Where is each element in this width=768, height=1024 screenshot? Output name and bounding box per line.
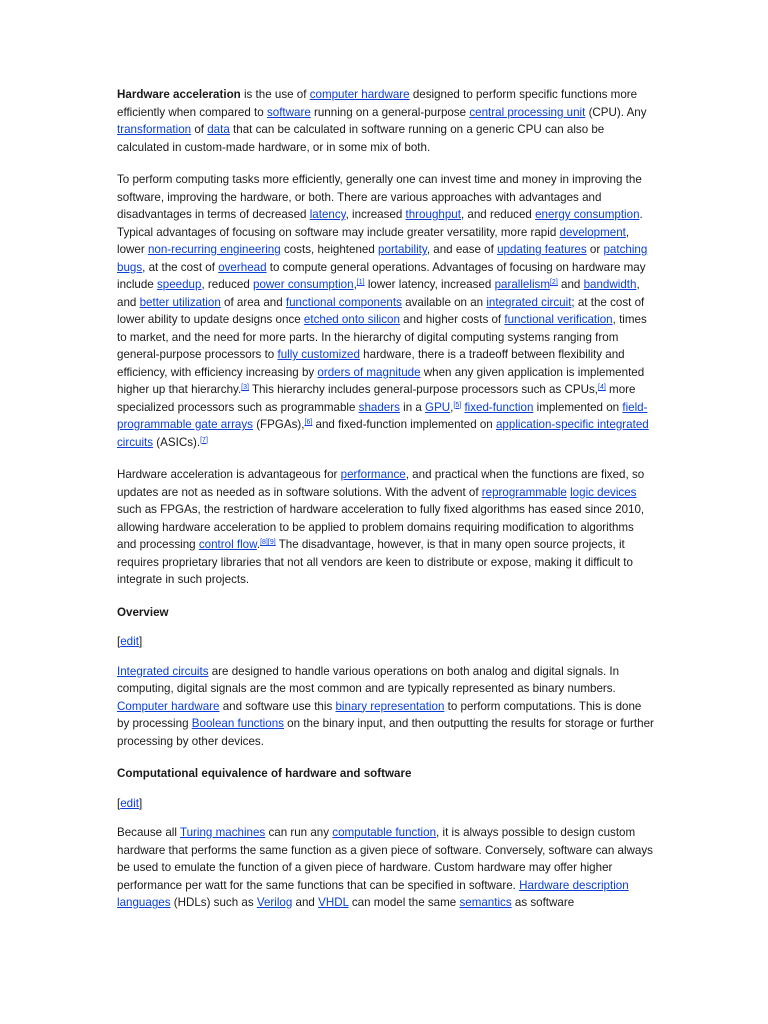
wiki-link[interactable]: integrated circuit — [486, 295, 572, 309]
text-run: running on a general-purpose — [310, 105, 470, 119]
text-run: , reduced — [201, 278, 254, 291]
citation-reference — [598, 384, 606, 391]
wiki-link[interactable]: reprogrammable — [481, 485, 567, 499]
wiki-link[interactable]: binary representation — [335, 699, 445, 713]
text-run: To perform computing tasks more efficiently, generally one can invest time and money in improving the software, improving the hardware, or both. There are various approaches with advantages and disadvantages in terms of decreased — [117, 173, 642, 221]
citation-link[interactable]: [1] — [356, 279, 365, 286]
text-run: and — [557, 278, 584, 291]
text-run: costs, heightened — [280, 243, 379, 256]
text-run: such as FPGAs, the restriction of hardware acceleration to fully fixed algorithms has eased since 2010, allowing hardware acceleration to be applied to problem domains requiring modification to algorithms and processing — [117, 503, 645, 551]
overview-paragraph — [117, 663, 656, 751]
text-run: can run any — [265, 826, 333, 839]
wiki-link[interactable]: functional verification — [504, 313, 613, 326]
text-run: ; at the cost of lower ability to update designs once — [117, 295, 645, 326]
wiki-link[interactable]: control flow — [198, 538, 257, 551]
text-run: to perform computations. This is done by processing — [117, 699, 642, 730]
citation-link[interactable]: [8] — [260, 539, 268, 546]
citation-reference — [357, 279, 365, 286]
text-run: of — [191, 123, 208, 136]
text-run: (CPU). Any — [585, 105, 647, 119]
wiki-link[interactable]: patching — [603, 243, 648, 256]
wiki-link[interactable]: application-specific integrated circuits — [117, 418, 649, 449]
text-run: to compute general operations. Advantages of focusing on hardware may include — [117, 260, 646, 291]
wiki-link[interactable]: edit — [120, 635, 139, 648]
text-run: and higher costs of — [399, 313, 505, 326]
wiki-link[interactable]: etched onto silicon — [303, 313, 400, 326]
wiki-link[interactable]: Hardware description languages — [117, 878, 629, 909]
wiki-link[interactable]: shaders — [358, 400, 400, 414]
text-run: and fixed-function implemented on — [312, 418, 496, 431]
citation-link[interactable]: [4] — [598, 384, 606, 391]
text-run: hardware, there is a tradeoff between flexibility and efficiency, with efficiency increasing by — [117, 348, 625, 379]
wiki-link[interactable]: functional components — [285, 295, 402, 309]
text-run: (ASICs). — [153, 435, 201, 449]
wiki-link[interactable]: overhead — [218, 260, 267, 274]
wiki-link[interactable]: logic devices — [570, 485, 637, 499]
wiki-link[interactable]: power consumption — [253, 278, 354, 291]
text-run: (HDLs) such as — [170, 896, 257, 909]
text-run: implemented on — [533, 400, 623, 414]
wiki-link[interactable]: computable function — [332, 826, 437, 839]
citation-link[interactable]: [5] — [453, 401, 462, 409]
text-run: in a — [399, 400, 426, 414]
section-edit-computational-equivalence — [117, 795, 656, 813]
text-run: or — [586, 243, 604, 256]
wiki-link[interactable]: semantics — [459, 896, 512, 909]
wiki-link[interactable]: software — [266, 105, 311, 119]
wiki-link[interactable]: Computer hardware — [117, 699, 220, 713]
text-run: Because all — [117, 826, 180, 839]
text-run: when any given application is implemented higher up that hierarchy. — [117, 365, 645, 396]
text-run: is the use of — [240, 88, 310, 101]
wiki-link[interactable]: latency — [309, 208, 346, 221]
text-run: , — [450, 400, 454, 414]
citation-link[interactable]: [6] — [304, 419, 313, 426]
approaches-paragraph — [117, 171, 656, 451]
wiki-link[interactable]: non-recurring engineering — [147, 243, 281, 256]
text-run: are designed to handle various operations on both analog and digital signals. In computing, digital signals are the most common and are typically represented as binary numbers. — [117, 664, 620, 695]
advantages-paragraph — [117, 466, 656, 589]
wiki-link[interactable]: performance — [340, 468, 406, 481]
text-run: , at the cost of — [142, 260, 219, 274]
wiki-link[interactable]: bandwidth — [583, 278, 637, 291]
text-run: can model the same — [348, 896, 460, 909]
wiki-link[interactable]: fixed-function — [464, 400, 534, 414]
citation-reference — [268, 539, 276, 546]
citation-link[interactable]: [7] — [200, 436, 208, 444]
wiki-link[interactable]: parallelism — [494, 278, 550, 291]
text-run: , and ease of — [426, 243, 498, 256]
text-run: Hardware acceleration is advantageous for — [117, 468, 341, 481]
wiki-link[interactable]: transformation — [117, 123, 192, 136]
text-run: (FPGAs), — [252, 418, 305, 431]
text-run: and — [292, 896, 319, 909]
text-run: designed to perform specific functions more efficiently when compared to — [117, 88, 638, 119]
citation-link[interactable]: [3] — [241, 384, 249, 391]
citation-reference — [200, 437, 208, 444]
wiki-link[interactable]: GPU — [425, 400, 451, 414]
text-run: [ — [117, 796, 121, 810]
text-run: on the binary input, and then outputting the results for storage or further processing by other devices. — [117, 717, 654, 748]
wiki-link[interactable]: speedup — [156, 278, 202, 291]
text-run: ] — [138, 635, 143, 648]
wiki-link[interactable]: development — [559, 225, 626, 239]
text-run: . Typical advantages of focusing on software may include greater versatility, more rapid — [117, 208, 643, 239]
text-run: . — [256, 538, 261, 551]
text-run: The disadvantage, however, is that in many open source projects, it requires proprietary libraries that not all vendors are keen to distribute or expose, making it difficult to integrate in such projects. — [117, 538, 633, 586]
wiki-link[interactable]: fully customized — [277, 348, 360, 361]
section-heading-overview: Overview — [117, 605, 169, 619]
citation-reference — [550, 279, 558, 286]
text-run: , lower — [117, 225, 630, 256]
wiki-link[interactable]: bugs — [117, 260, 143, 274]
section-heading-computational-equivalence: Computational equivalence of hardware and software — [117, 767, 412, 780]
text-run: , increased — [345, 208, 406, 221]
text-run: available on an — [401, 295, 487, 309]
text-run: more specialized processors such as programmable — [117, 383, 636, 414]
wiki-link[interactable]: edit — [120, 796, 139, 810]
text-run: , — [353, 278, 357, 291]
text-run: , and reduced — [460, 208, 536, 221]
bold-term: Hardware acceleration — [117, 88, 241, 101]
text-run: lower latency, increased — [364, 278, 495, 291]
citation-reference — [241, 384, 249, 391]
wiki-link[interactable]: VHDL — [318, 896, 349, 909]
text-run: , times to market, and the need for more parts. In the hierarchy of digital computing systems ranging from general-purpose processors to — [117, 313, 647, 361]
wiki-link[interactable]: Integrated circuits — [117, 664, 209, 678]
wiki-link[interactable]: Turing machines — [179, 826, 266, 839]
wiki-link[interactable]: portability — [378, 243, 427, 256]
wiki-link[interactable]: field-programmable gate arrays — [117, 400, 648, 431]
citation-link[interactable]: [9] — [267, 539, 276, 546]
text-run: of area and — [220, 295, 286, 309]
wiki-link[interactable]: energy consumption — [535, 208, 640, 221]
text-run: This hierarchy includes general-purpose processors such as CPUs, — [248, 383, 599, 396]
wiki-link[interactable]: Verilog — [256, 896, 293, 909]
text-run: , and — [117, 278, 640, 309]
text-run: as software — [511, 896, 575, 909]
wiki-link[interactable]: better utilization — [139, 295, 221, 309]
wiki-link[interactable]: throughput — [405, 208, 461, 221]
text-run: [ — [117, 635, 121, 648]
text-run: that can be calculated in software running on a generic CPU can also be calculated in custom-made hardware, or in some mix of both. — [117, 123, 605, 154]
wiki-link[interactable]: Boolean functions — [191, 717, 284, 730]
intro-paragraph — [117, 86, 656, 156]
equivalence-paragraph — [117, 824, 656, 912]
citation-reference — [260, 539, 268, 546]
wiki-link[interactable]: updating features — [497, 243, 587, 256]
text-run: and software use this — [219, 699, 336, 713]
citation-link[interactable]: [2] — [549, 279, 558, 286]
wiki-link[interactable]: data — [207, 123, 230, 136]
wiki-link[interactable]: computer hardware — [309, 88, 410, 101]
text-run: ] — [138, 796, 143, 810]
wiki-link[interactable]: orders of magnitude — [317, 365, 421, 379]
section-edit-overview — [117, 633, 656, 651]
text-run: , it is always possible to design custom hardware that performs the same function as a given piece of software. Conversely, software can always be used to emulate the function of a given piece of hardware. Custom hardware may offer higher performance per watt for the same functions that can be specified in software. — [117, 826, 653, 892]
text-run: , and practical when the functions are fixed, so updates are not as needed as in software solutions. With the advent of — [117, 468, 645, 499]
wiki-link[interactable]: central processing unit — [469, 105, 586, 119]
